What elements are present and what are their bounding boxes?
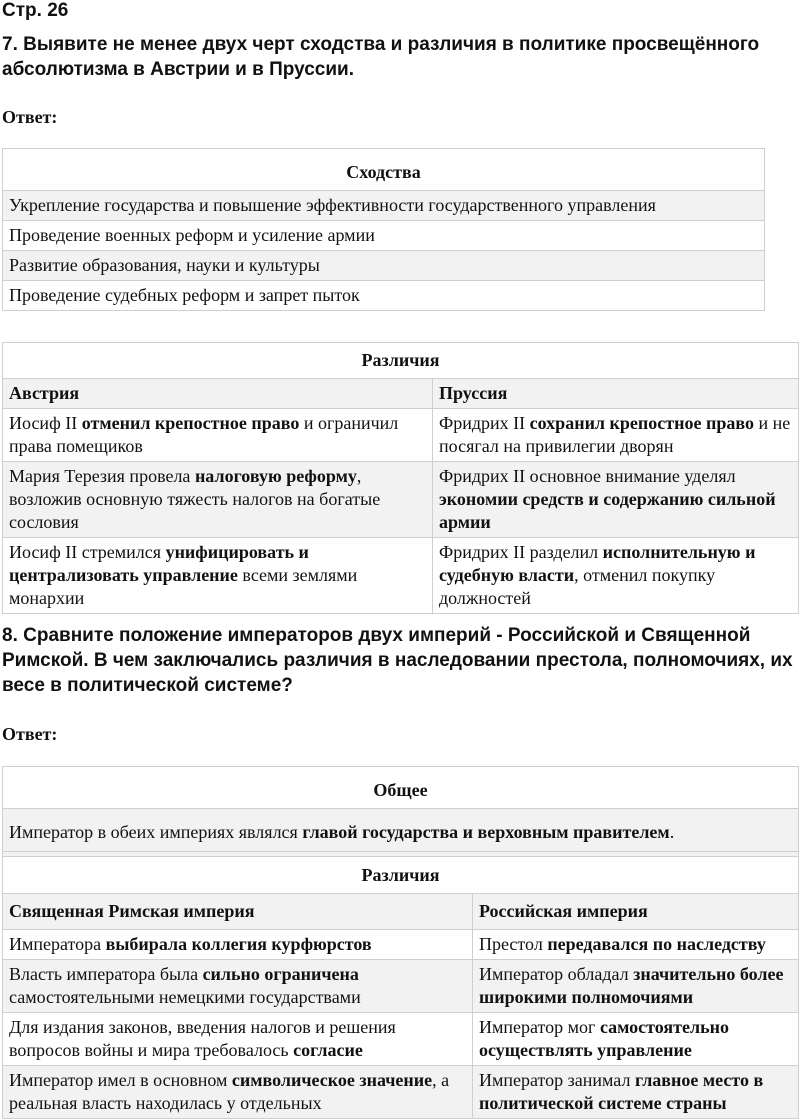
austria-cell: Мария Терезия провела налоговую реформу, возложив основную тяжесть налогов на богатые сословия bbox=[3, 462, 433, 538]
similarities-header: Сходства bbox=[3, 149, 765, 191]
differences-table-q7 bbox=[2, 342, 799, 614]
column-header-holy-roman-empire: Священная Римская империя bbox=[3, 894, 473, 930]
column-header-austria: Австрия bbox=[3, 379, 433, 409]
column-header-russian-empire: Российская империя bbox=[473, 894, 799, 930]
question-7-answer-label: Ответ: bbox=[2, 107, 58, 127]
question-8-answer-label: Ответ: bbox=[2, 724, 58, 744]
russia-cell: Император занимал главное место в политической системе страны bbox=[473, 1066, 799, 1119]
hre-cell: Власть императора была сильно ограничена самостоятельными немецкими государствами bbox=[3, 960, 473, 1013]
prussia-cell: Фридрих II основное внимание уделял экономии средств и содержанию сильной армии bbox=[433, 462, 799, 538]
common-table bbox=[2, 766, 799, 857]
prussia-cell: Фридрих II разделил исполнительную и судебную власти, отменил покупку должностей bbox=[433, 538, 799, 614]
common-header: Общее bbox=[3, 767, 799, 809]
similarities-table bbox=[2, 148, 765, 311]
similarity-row: Развитие образования, науки и культуры bbox=[3, 251, 765, 281]
question-7-title: 7. Выявите не менее двух черт сходства и различия в политике просвещённого абсолютизма в Австрии и в Пруссии. bbox=[2, 34, 760, 80]
russia-cell: Император обладал значительно более широкими полномочиями bbox=[473, 960, 799, 1013]
russia-cell: Престол передавался по наследству bbox=[473, 930, 799, 960]
similarity-row: Укрепление государства и повышение эффективности государственного управления bbox=[3, 191, 765, 221]
question-8-title: 8. Сравните положение императоров двух империй - Российской и Священной Римской. В чем заключались различия в наследовании престола, полномочиях, их весе в политической системе? bbox=[2, 625, 793, 696]
russia-cell: Император мог самостоятельно осуществлять управление bbox=[473, 1013, 799, 1066]
austria-cell: Иосиф II стремился унифицировать и централизовать управление всеми землями монархии bbox=[3, 538, 433, 614]
page-number: Стр. 26 bbox=[2, 0, 69, 21]
hre-cell: Императора выбирала коллегия курфюрстов bbox=[3, 930, 473, 960]
common-row: Император в обеих империях являлся главой государства и верховным правителем. bbox=[3, 809, 799, 857]
similarity-row: Проведение судебных реформ и запрет пыток bbox=[3, 281, 765, 311]
hre-cell: Император имел в основном символическое значение, а реальная власть находилась у отдельных bbox=[3, 1066, 473, 1119]
hre-cell: Для издания законов, введения налогов и решения вопросов войны и мира требовалось согласие bbox=[3, 1013, 473, 1066]
prussia-cell: Фридрих II сохранил крепостное право и не посягал на привилегии дворян bbox=[433, 409, 799, 462]
similarity-row: Проведение военных реформ и усиление армии bbox=[3, 221, 765, 251]
differences-header: Различия bbox=[3, 343, 799, 379]
differences-table-q8 bbox=[2, 851, 799, 1119]
austria-cell: Иосиф II отменил крепостное право и ограничил права помещиков bbox=[3, 409, 433, 462]
column-header-prussia: Пруссия bbox=[433, 379, 799, 409]
differences-header: Различия bbox=[3, 852, 799, 894]
